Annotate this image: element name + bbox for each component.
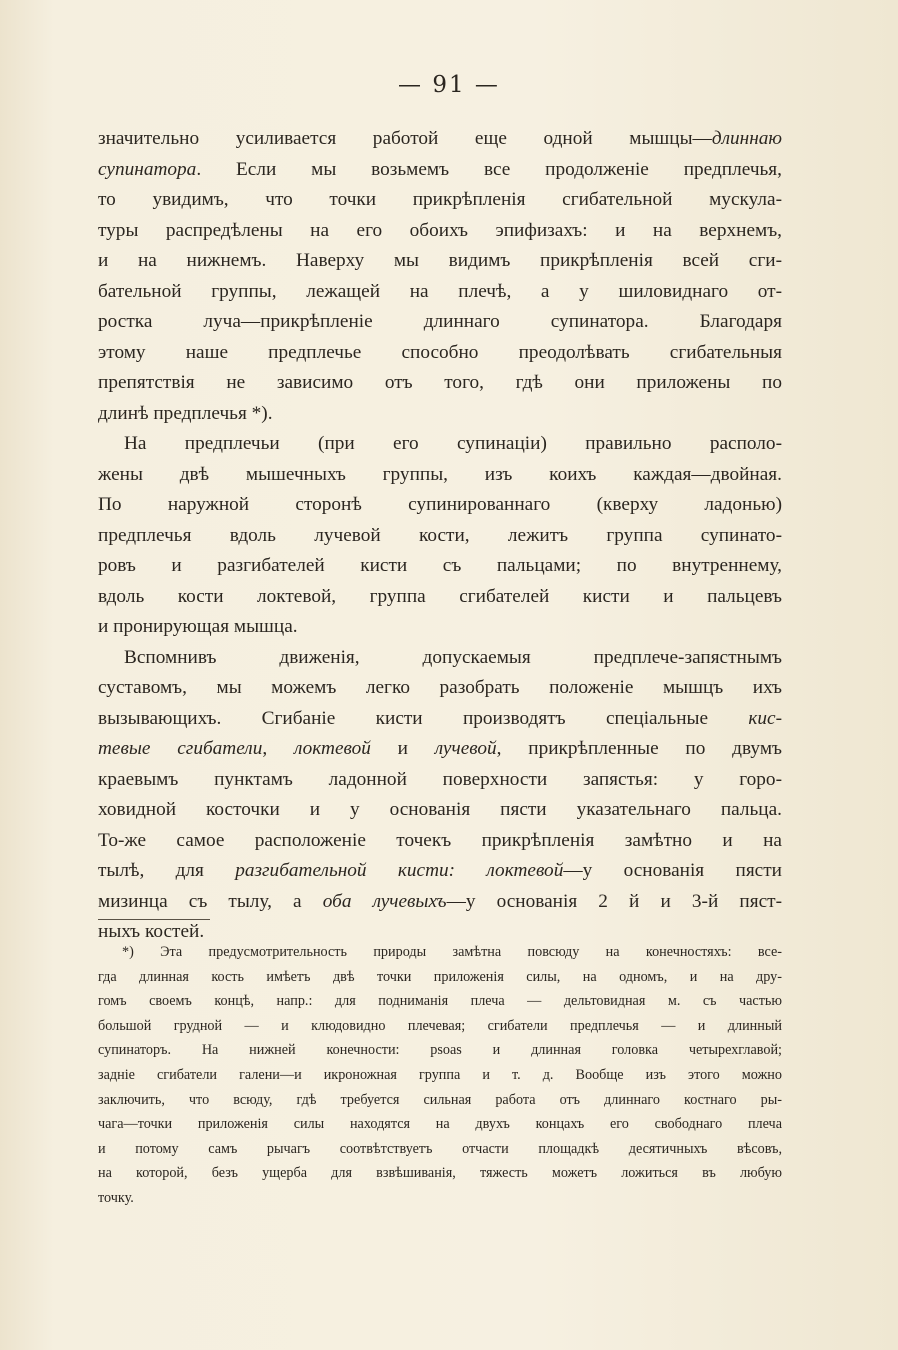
text-segment: предплечья вдоль лучевой кости, лежитъ группа супинато-: [98, 524, 782, 546]
text-line: [98, 826, 782, 857]
text-segment: ховидной косточки и у основанія пясти указательнаго пальца.: [98, 799, 782, 820]
italic-term: лучевой: [434, 738, 497, 759]
text-line: [98, 887, 782, 918]
footnote-line: большой грудной — и клюдовидно плечевая; сгибатели предплечья — и длинный: [98, 1017, 782, 1034]
text-line: [98, 551, 782, 582]
text-line: [98, 307, 782, 338]
footnote-line: точку.: [98, 1189, 134, 1206]
text-line: [98, 399, 782, 430]
text-line: [98, 246, 782, 277]
text-line: [98, 582, 782, 613]
text-segment: вдоль кости локтевой, группа сгибателей кисти и пальцевъ: [98, 585, 782, 607]
italic-term: длиннаю: [711, 128, 782, 149]
text-segment: туры распредѣлены на его обоихъ эпифизахъ: и на верхнемъ,: [98, 219, 782, 241]
text-segment: ,: [262, 738, 294, 759]
text-line: [98, 643, 782, 674]
text-line: [98, 429, 782, 460]
text-segment: тылѣ, для: [98, 860, 236, 881]
text-segment: . Если мы возьмемъ все продолженіе предплечья,: [196, 158, 782, 180]
text-segment: Вспомнивъ движенія, допускаемыя предплече-запястнымъ: [124, 646, 782, 668]
text-line: [98, 155, 782, 186]
italic-term: кис-: [748, 707, 782, 729]
text-segment: значительно усиливается работой еще одной мышцы—: [98, 128, 712, 149]
italic-term: локтевой: [293, 738, 371, 759]
text-segment: мизинца съ тылу, а: [98, 890, 323, 912]
text-segment: вызывающихъ. Сгибаніе кисти производятъ спеціальные: [98, 707, 749, 729]
text-segment: длинѣ предплечья *).: [98, 402, 273, 424]
text-line: [98, 521, 782, 552]
paragraph: [98, 429, 782, 643]
footnote-line: *) Эта предусмотрительность природы замѣтна повсюду на конечностяхъ: все-: [122, 944, 782, 960]
text-line: [98, 795, 782, 826]
text-line: [98, 216, 782, 247]
text-segment: По наружной сторонѣ супинированнаго (кверху ладонью): [98, 494, 782, 515]
footnote-line: и потому самъ рычагъ соотвѣтствуетъ отчасти площадкѣ десятичныхъ вѣсовъ,: [98, 1140, 782, 1157]
text-segment: этому наше предплечье способно преодолѣвать сгибательныя: [98, 341, 782, 363]
text-line: [98, 734, 782, 765]
footnote-line: чага—точки приложенія силы находятся на двухъ концахъ его свободнаго плеча: [98, 1116, 782, 1133]
text-segment: жены двѣ мышечныхъ группы, изъ коихъ каждая—двойная.: [98, 463, 782, 485]
text-line: [98, 185, 782, 216]
text-line: [98, 368, 782, 399]
text-segment: суставомъ, мы можемъ легко разобрать положеніе мышцъ ихъ: [98, 677, 782, 698]
text-line: [98, 704, 782, 735]
footnote-line: гда длинная кость имѣетъ двѣ точки приложенія силы, на одномъ, и на дру-: [98, 968, 782, 985]
text-line: [98, 338, 782, 369]
text-segment: и пронирующая мышца.: [98, 616, 298, 637]
paragraph: [98, 124, 782, 429]
italic-term: тевые сгибатели: [98, 738, 263, 759]
footnote-line: супинаторъ. На нижней конечности: psoas и длинная головка четырехглавой;: [98, 1042, 782, 1059]
text-segment: На предплечьи (при его супинаціи) правильно располо-: [124, 433, 782, 454]
footnote-line: на которой, безъ ущерба для взвѣшиванія, тяжесть можетъ ложиться въ любую: [98, 1165, 782, 1182]
text-line: [98, 765, 782, 796]
text-line: [98, 277, 782, 308]
text-segment: ровъ и разгибателей кисти съ пальцами; по внутреннему,: [98, 555, 782, 576]
paragraph: [98, 643, 782, 948]
main-text: [98, 124, 782, 948]
footnote: [98, 940, 782, 1211]
text-segment: краевымъ пунктамъ ладонной поверхности запястья: у горо-: [98, 768, 782, 790]
text-line: [98, 124, 782, 155]
text-segment: , прикрѣпленные по двумъ: [496, 738, 782, 759]
text-line: [98, 673, 782, 704]
italic-term: супинатора: [98, 158, 197, 180]
text-segment: бательной группы, лежащей на плечѣ, а у шиловиднаго от-: [98, 280, 782, 302]
text-segment: —у основанія пясти: [563, 860, 782, 881]
text-segment: то увидимъ, что точки прикрѣпленія сгибательной мускула-: [98, 189, 782, 210]
text-segment: —у основанія 2 й и 3-й пяст-: [446, 890, 782, 912]
text-line: [98, 612, 782, 643]
text-segment: и на нижнемъ. Наверху мы видимъ прикрѣпленія всей сги-: [98, 250, 782, 271]
text-segment: препятствія не зависимо отъ того, гдѣ они приложены по: [98, 372, 782, 393]
text-segment: ростка луча—прикрѣпленіе длиннаго супинатора. Благодаря: [98, 311, 782, 332]
italic-term: оба лучевыхъ: [322, 890, 447, 912]
text-segment: и: [370, 738, 435, 759]
footnote-line: гомъ своемъ концѣ, напр.: для подниманія плеча — дельтовидная м. съ частью: [98, 993, 782, 1010]
footnote-divider: [98, 919, 210, 920]
footnote-line: заключить, что всюду, гдѣ требуется сильная работа отъ длиннаго костнаго ры-: [98, 1091, 782, 1108]
text-line: [98, 856, 782, 887]
text-segment: То-же самое расположеніе точекъ прикрѣпленія замѣтно и на: [98, 829, 782, 851]
italic-term: разгибательной кисти: локтевой: [235, 860, 564, 881]
text-segment: ныхъ костей.: [98, 921, 205, 942]
footnote-line: заднiе сгибатели галени—и икроножная группа и т. д. Вообще изъ этого можно: [98, 1066, 782, 1083]
text-line: [98, 460, 782, 491]
text-line: [98, 490, 782, 521]
page-number: — 91 —: [398, 72, 500, 98]
